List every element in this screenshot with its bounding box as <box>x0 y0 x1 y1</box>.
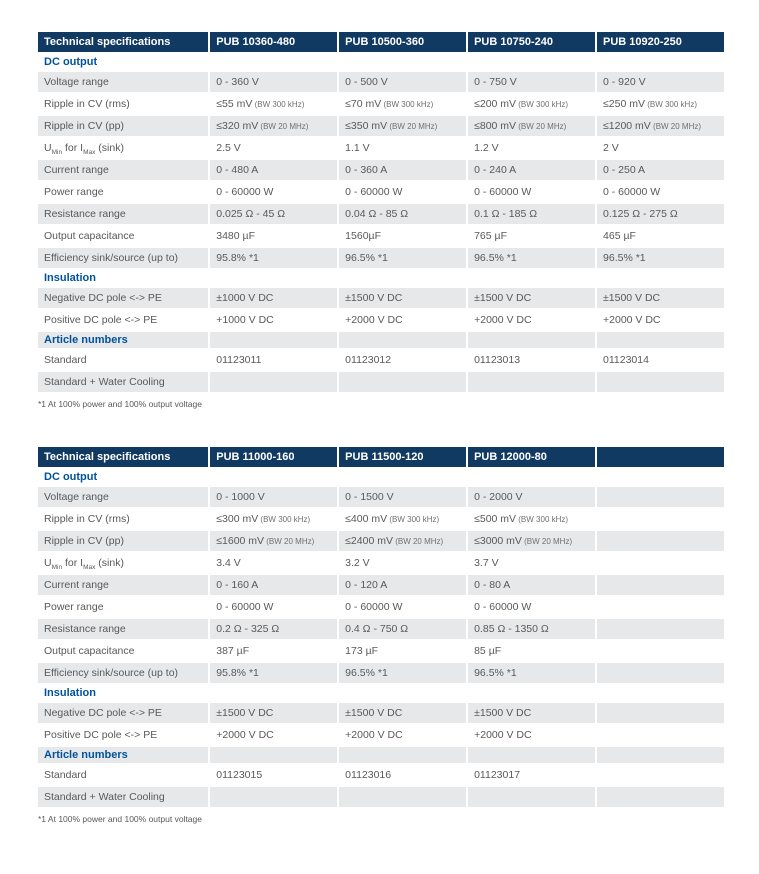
spec-value: ≤500 mV (BW 300 kHz) <box>468 509 595 529</box>
spec-value: 96.5% *1 <box>597 248 724 268</box>
spec-value: 0.04 Ω - 85 Ω <box>339 204 466 224</box>
section-title: DC output <box>38 54 208 70</box>
table-row <box>38 310 724 330</box>
spec-value: ≤1600 mV (BW 20 MHz) <box>210 531 337 551</box>
section-cell <box>597 270 724 286</box>
spec-value <box>597 663 724 683</box>
table-row <box>38 350 724 370</box>
spec-label: Power range <box>38 182 208 202</box>
spec-value <box>210 787 337 807</box>
table-row <box>38 575 724 595</box>
spec-value: 0 - 120 A <box>339 575 466 595</box>
spec-value: ±1500 V DC <box>210 703 337 723</box>
spec-label: Ripple in CV (pp) <box>38 116 208 136</box>
spec-value: ≤2400 mV (BW 20 MHz) <box>339 531 466 551</box>
spec-value: 3480 µF <box>210 226 337 246</box>
table-row <box>38 641 724 661</box>
section-row <box>38 270 724 286</box>
spec-value: 0 - 2000 V <box>468 487 595 507</box>
section-cell <box>339 332 466 348</box>
table-row <box>38 703 724 723</box>
spec-value: 387 µF <box>210 641 337 661</box>
spec-table <box>36 445 726 809</box>
footnote: *1 At 100% power and 100% output voltage <box>38 814 202 824</box>
spec-value: 0 - 60000 W <box>468 597 595 617</box>
spec-value: 0.125 Ω - 275 Ω <box>597 204 724 224</box>
column-header: Technical specifications <box>38 447 208 467</box>
column-header: PUB 10360-480 <box>210 32 337 52</box>
section-cell <box>210 469 337 485</box>
spec-table-group-1 <box>36 30 724 409</box>
spec-value: 01123011 <box>210 350 337 370</box>
spec-label: Negative DC pole <-> PE <box>38 288 208 308</box>
spec-label: Resistance range <box>38 619 208 639</box>
section-title: Article numbers <box>38 332 208 348</box>
section-cell <box>597 469 724 485</box>
section-row <box>38 747 724 763</box>
table-row <box>38 509 724 529</box>
spec-value: +2000 V DC <box>597 310 724 330</box>
spec-value: 0 - 920 V <box>597 72 724 92</box>
spec-value: ≤200 mV (BW 300 kHz) <box>468 94 595 114</box>
spec-value: 0.2 Ω - 325 Ω <box>210 619 337 639</box>
spec-value: ≤300 mV (BW 300 kHz) <box>210 509 337 529</box>
spec-value <box>339 787 466 807</box>
table-row <box>38 138 724 158</box>
spec-value: 0.1 Ω - 185 Ω <box>468 204 595 224</box>
spec-label: Standard <box>38 350 208 370</box>
spec-value: 465 µF <box>597 226 724 246</box>
spec-label: Standard + Water Cooling <box>38 372 208 392</box>
spec-value: ≤800 mV (BW 20 MHz) <box>468 116 595 136</box>
section-cell <box>210 54 337 70</box>
spec-value <box>468 787 595 807</box>
spec-label: Ripple in CV (rms) <box>38 509 208 529</box>
section-row <box>38 685 724 701</box>
spec-value: 96.5% *1 <box>339 663 466 683</box>
spec-value: 01123015 <box>210 765 337 785</box>
section-row <box>38 332 724 348</box>
section-cell <box>339 747 466 763</box>
column-header: PUB 10920-250 <box>597 32 724 52</box>
spec-label: Current range <box>38 160 208 180</box>
spec-value <box>597 787 724 807</box>
section-title: Insulation <box>38 685 208 701</box>
section-cell <box>597 685 724 701</box>
spec-label: Negative DC pole <-> PE <box>38 703 208 723</box>
spec-value: ≤250 mV (BW 300 kHz) <box>597 94 724 114</box>
spec-value: ±1500 V DC <box>468 703 595 723</box>
section-cell <box>468 332 595 348</box>
column-header: PUB 11000-160 <box>210 447 337 467</box>
table-row <box>38 226 724 246</box>
section-cell <box>468 54 595 70</box>
spec-value: ≤350 mV (BW 20 MHz) <box>339 116 466 136</box>
column-header: PUB 10500-360 <box>339 32 466 52</box>
table-row <box>38 94 724 114</box>
table-row <box>38 204 724 224</box>
spec-value: +2000 V DC <box>468 310 595 330</box>
spec-value: 0 - 60000 W <box>597 182 724 202</box>
table-row <box>38 182 724 202</box>
table-body <box>38 469 724 807</box>
spec-value: 1.2 V <box>468 138 595 158</box>
spec-value: 0 - 250 A <box>597 160 724 180</box>
spec-value: 96.5% *1 <box>339 248 466 268</box>
spec-value: +2000 V DC <box>210 725 337 745</box>
spec-value: 01123016 <box>339 765 466 785</box>
section-cell <box>339 685 466 701</box>
spec-value: ≤55 mV (BW 300 kHz) <box>210 94 337 114</box>
table-row <box>38 787 724 807</box>
spec-label: Resistance range <box>38 204 208 224</box>
spec-value: 0 - 60000 W <box>210 182 337 202</box>
spec-value: 0.85 Ω - 1350 Ω <box>468 619 595 639</box>
spec-value: 85 µF <box>468 641 595 661</box>
spec-value: 0 - 240 A <box>468 160 595 180</box>
spec-value <box>597 372 724 392</box>
spec-value: 0 - 750 V <box>468 72 595 92</box>
table-row <box>38 248 724 268</box>
spec-label: Ripple in CV (pp) <box>38 531 208 551</box>
section-cell <box>597 747 724 763</box>
spec-table-group-2 <box>36 445 724 824</box>
header-row <box>38 32 724 52</box>
section-cell <box>210 270 337 286</box>
spec-value: 0 - 360 V <box>210 72 337 92</box>
spec-value <box>597 725 724 745</box>
spec-value <box>597 619 724 639</box>
spec-value <box>597 553 724 573</box>
spec-value: ≤70 mV (BW 300 kHz) <box>339 94 466 114</box>
section-title: DC output <box>38 469 208 485</box>
spec-value: 01123014 <box>597 350 724 370</box>
section-cell <box>210 332 337 348</box>
spec-value <box>210 372 337 392</box>
spec-value: 96.5% *1 <box>468 663 595 683</box>
spec-label: Current range <box>38 575 208 595</box>
spec-value: ≤1200 mV (BW 20 MHz) <box>597 116 724 136</box>
table-row <box>38 619 724 639</box>
spec-value: 3.7 V <box>468 553 595 573</box>
spec-value <box>597 641 724 661</box>
spec-value: 0.025 Ω - 45 Ω <box>210 204 337 224</box>
section-cell <box>210 685 337 701</box>
table-row <box>38 72 724 92</box>
spec-value: 01123013 <box>468 350 595 370</box>
column-header: Technical specifications <box>38 32 208 52</box>
section-cell <box>468 469 595 485</box>
spec-value: ±1500 V DC <box>339 288 466 308</box>
spec-value: 01123017 <box>468 765 595 785</box>
spec-value: 0 - 480 A <box>210 160 337 180</box>
section-row <box>38 469 724 485</box>
spec-label: Voltage range <box>38 72 208 92</box>
table-row <box>38 487 724 507</box>
spec-value <box>597 487 724 507</box>
spec-label: $U_{Min}$ for $I_{Max}$ (sink) <box>38 553 208 573</box>
spec-value: 95.8% *1 <box>210 248 337 268</box>
spec-value: 0 - 80 A <box>468 575 595 595</box>
spec-value: ≤3000 mV (BW 20 MHz) <box>468 531 595 551</box>
spec-label: Ripple in CV (rms) <box>38 94 208 114</box>
spec-value: +1000 V DC <box>210 310 337 330</box>
section-cell <box>468 747 595 763</box>
spec-value <box>597 531 724 551</box>
spec-value: 0 - 60000 W <box>339 182 466 202</box>
spec-table <box>36 30 726 394</box>
spec-value <box>597 575 724 595</box>
spec-label: Power range <box>38 597 208 617</box>
spec-value <box>597 597 724 617</box>
spec-value: 2 V <box>597 138 724 158</box>
spec-value: 0 - 60000 W <box>210 597 337 617</box>
section-cell <box>468 685 595 701</box>
spec-value: ±1500 V DC <box>597 288 724 308</box>
spec-value: 765 µF <box>468 226 595 246</box>
column-header: PUB 11500-120 <box>339 447 466 467</box>
spec-value: 96.5% *1 <box>468 248 595 268</box>
table-row <box>38 553 724 573</box>
table-row <box>38 531 724 551</box>
section-title: Article numbers <box>38 747 208 763</box>
spec-value: 0 - 500 V <box>339 72 466 92</box>
spec-label: Positive DC pole <-> PE <box>38 310 208 330</box>
spec-value: +2000 V DC <box>339 310 466 330</box>
spec-value <box>597 765 724 785</box>
spec-label: Standard + Water Cooling <box>38 787 208 807</box>
spec-label: Voltage range <box>38 487 208 507</box>
spec-value: 0 - 160 A <box>210 575 337 595</box>
spec-value: 2.5 V <box>210 138 337 158</box>
column-header <box>597 447 724 467</box>
table-row <box>38 288 724 308</box>
spec-value <box>597 703 724 723</box>
spec-value: 01123012 <box>339 350 466 370</box>
spec-value: ±1500 V DC <box>339 703 466 723</box>
spec-value: 173 µF <box>339 641 466 661</box>
spec-value: ≤400 mV (BW 300 kHz) <box>339 509 466 529</box>
table-row <box>38 116 724 136</box>
spec-value: 0 - 360 A <box>339 160 466 180</box>
footnote: *1 At 100% power and 100% output voltage <box>38 399 202 409</box>
column-header: PUB 12000-80 <box>468 447 595 467</box>
spec-label: Output capacitance <box>38 641 208 661</box>
table-row <box>38 725 724 745</box>
spec-value: 0 - 1500 V <box>339 487 466 507</box>
spec-label: Efficiency sink/source (up to) <box>38 663 208 683</box>
table-row <box>38 372 724 392</box>
section-cell <box>339 270 466 286</box>
spec-value: 0 - 60000 W <box>339 597 466 617</box>
column-header: PUB 10750-240 <box>468 32 595 52</box>
spec-value: 95.8% *1 <box>210 663 337 683</box>
spec-value <box>597 509 724 529</box>
section-row <box>38 54 724 70</box>
spec-value: 1560µF <box>339 226 466 246</box>
section-title: Insulation <box>38 270 208 286</box>
section-cell <box>597 54 724 70</box>
table-row <box>38 160 724 180</box>
spec-value: ±1500 V DC <box>468 288 595 308</box>
spec-label: Standard <box>38 765 208 785</box>
spec-value: 0 - 1000 V <box>210 487 337 507</box>
section-cell <box>597 332 724 348</box>
spec-value: ≤320 mV (BW 20 MHz) <box>210 116 337 136</box>
section-cell <box>339 54 466 70</box>
spec-value: 3.2 V <box>339 553 466 573</box>
section-cell <box>210 747 337 763</box>
table-row <box>38 765 724 785</box>
spec-value <box>339 372 466 392</box>
spec-label: Output capacitance <box>38 226 208 246</box>
header-row <box>38 447 724 467</box>
spec-label: $U_{Min}$ for $I_{Max}$ (sink) <box>38 138 208 158</box>
section-cell <box>339 469 466 485</box>
table-row <box>38 663 724 683</box>
spec-label: Positive DC pole <-> PE <box>38 725 208 745</box>
spec-value: +2000 V DC <box>339 725 466 745</box>
spec-value <box>468 372 595 392</box>
table-header-row <box>38 447 724 467</box>
table-body <box>38 54 724 392</box>
table-row <box>38 597 724 617</box>
spec-label: Efficiency sink/source (up to) <box>38 248 208 268</box>
spec-value: 3.4 V <box>210 553 337 573</box>
spec-value: 1.1 V <box>339 138 466 158</box>
table-header-row <box>38 32 724 52</box>
spec-value: 0.4 Ω - 750 Ω <box>339 619 466 639</box>
spec-value: +2000 V DC <box>468 725 595 745</box>
spec-value: ±1000 V DC <box>210 288 337 308</box>
spec-value: 0 - 60000 W <box>468 182 595 202</box>
section-cell <box>468 270 595 286</box>
